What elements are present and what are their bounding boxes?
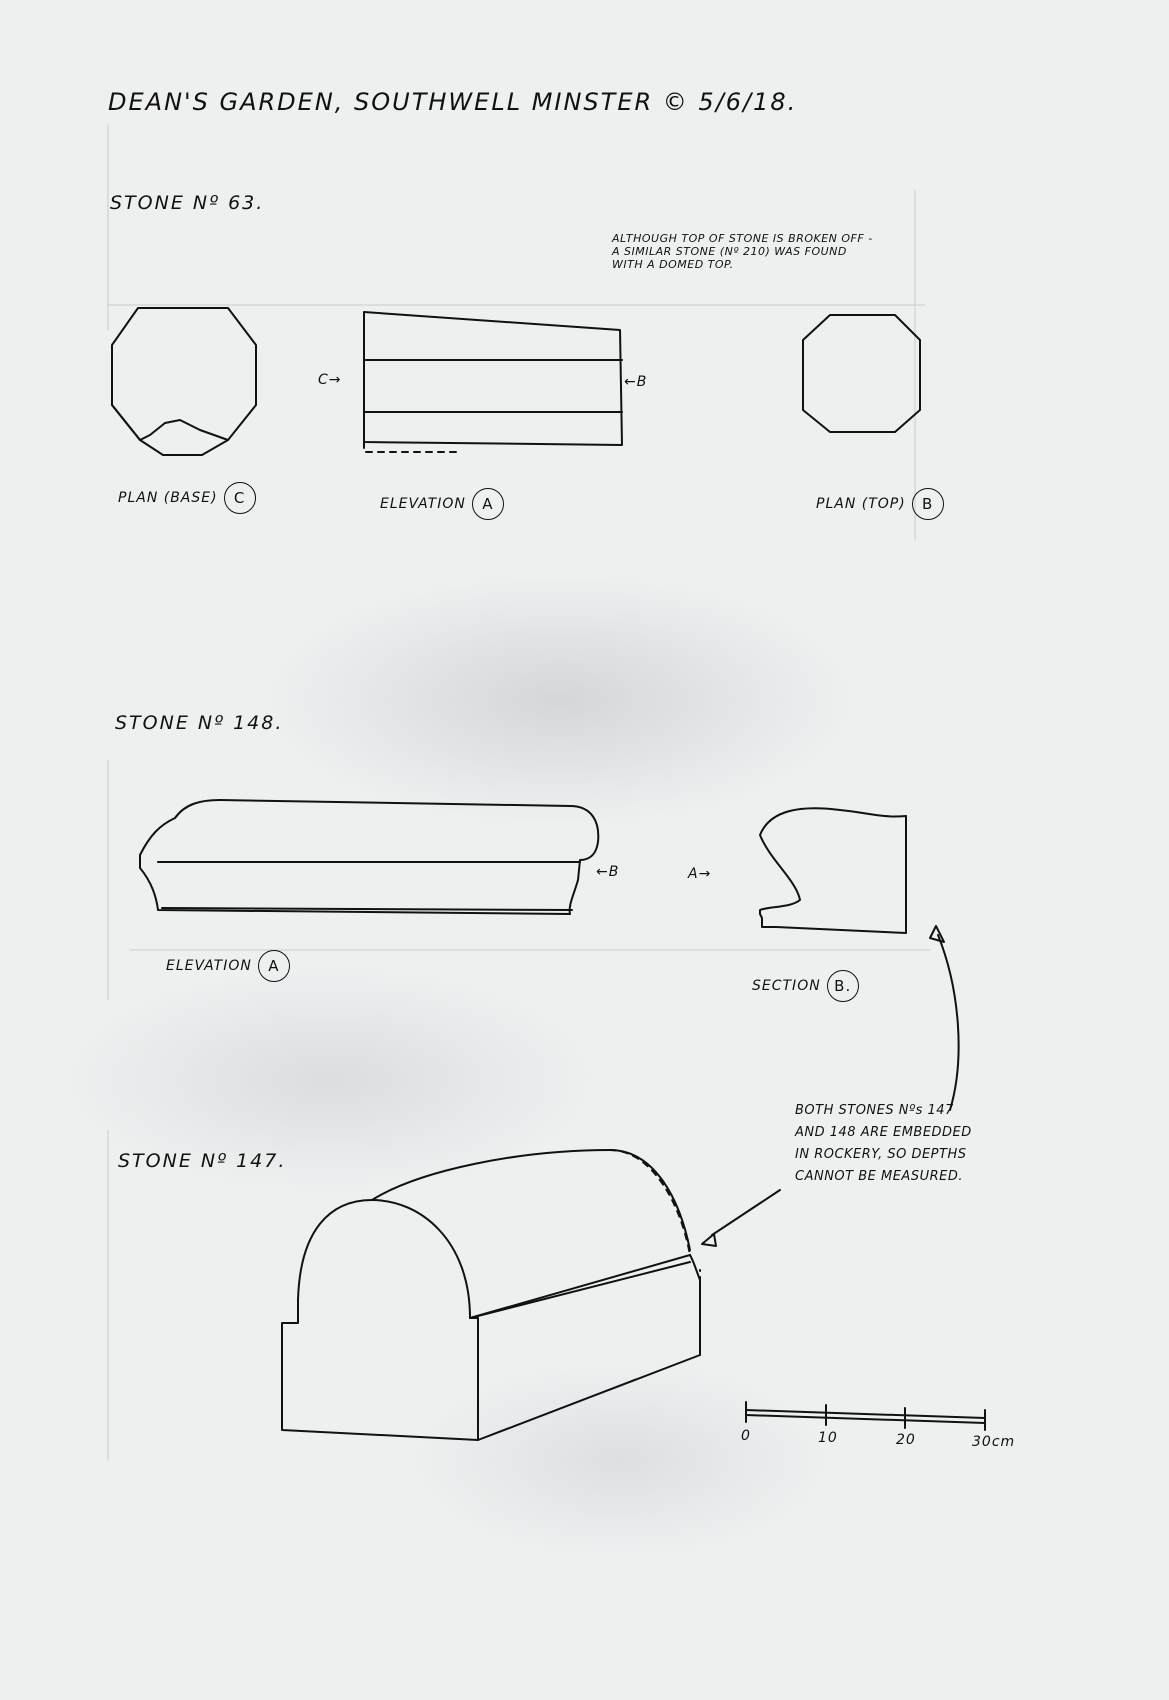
scale-tick-label: 10 [818, 1430, 838, 1446]
stone63-note-line: ALTHOUGH TOP OF STONE IS BROKEN OFF - [612, 232, 873, 245]
stone147-front-face [282, 1200, 478, 1440]
note-leader-line [938, 935, 959, 1110]
stone147-ridge-line [470, 1262, 690, 1318]
stone147-side-face [478, 1255, 700, 1440]
stone147-heading: STONE Nº 147. [118, 1150, 287, 1172]
stone148-elevation-ref: A [258, 950, 290, 982]
stone147-ridge-line [470, 1255, 690, 1318]
stone63-plan-top-ref: B [912, 488, 944, 520]
stone63-note-line: WITH A DOMED TOP. [612, 258, 734, 271]
sheet-title: DEAN'S GARDEN, SOUTHWELL MINSTER © 5/6/18. [108, 88, 798, 116]
embedded-note-line: IN ROCKERY, SO DEPTHS [795, 1147, 967, 1162]
embedded-note-line: CANNOT BE MEASURED. [795, 1169, 963, 1184]
stone63-elevation-caption [380, 488, 504, 520]
stone147-top-curve [372, 1150, 690, 1250]
stone63-note-line: A SIMILAR STONE (Nº 210) WAS FOUND [612, 245, 847, 258]
stone148-section-ref: B. [827, 970, 859, 1002]
stone148-elevation-outline [140, 800, 598, 914]
stone63-note [612, 232, 873, 271]
scale-tick-label: 30cm [972, 1434, 1016, 1450]
stone148-section-outline [760, 808, 906, 933]
stone63-arrow-c: C→ [318, 372, 342, 388]
stone148-heading: STONE Nº 148. [115, 712, 284, 734]
scale-tick-label: 0 [741, 1428, 751, 1444]
embedded-note-line: BOTH STONES Nºs 147 [795, 1103, 954, 1118]
note-leader-line [712, 1190, 780, 1235]
stone63-arrow-b: ←B [624, 374, 648, 390]
stone63-plan-top-caption [816, 488, 944, 520]
stone63-plan-top-outline [803, 315, 920, 432]
stone148-arrow-b: ←B [596, 864, 620, 880]
stone148-section-caption [752, 970, 859, 1002]
note-leader-arrowhead [702, 1234, 716, 1246]
note-leader-arrowhead [930, 926, 944, 942]
stone63-plan-base-caption [118, 482, 256, 514]
scale-tick-label: 20 [896, 1432, 916, 1448]
embedded-note [795, 1100, 972, 1188]
stone63-elevation-outline [364, 312, 622, 445]
stone63-plan-base-outline [112, 405, 228, 455]
stone63-plan-base-ref: C [224, 482, 256, 514]
stone63-plan-base-outline [112, 308, 256, 440]
stone148-arrow-a: A→ [688, 866, 712, 882]
embedded-note-line: AND 148 ARE EMBEDDED [795, 1125, 972, 1140]
stone63-elevation-label: ELEVATION [380, 496, 466, 512]
stone148-elevation-caption [166, 950, 290, 982]
stone148-section-label: SECTION [752, 978, 821, 994]
stone63-elevation-ref: A [472, 488, 504, 520]
stone63-plan-base-label: PLAN (BASE) [118, 490, 218, 506]
stone63-heading: STONE Nº 63. [110, 192, 265, 214]
stone148-elevation-label: ELEVATION [166, 958, 252, 974]
stone63-plan-top-label: PLAN (TOP) [816, 496, 906, 512]
